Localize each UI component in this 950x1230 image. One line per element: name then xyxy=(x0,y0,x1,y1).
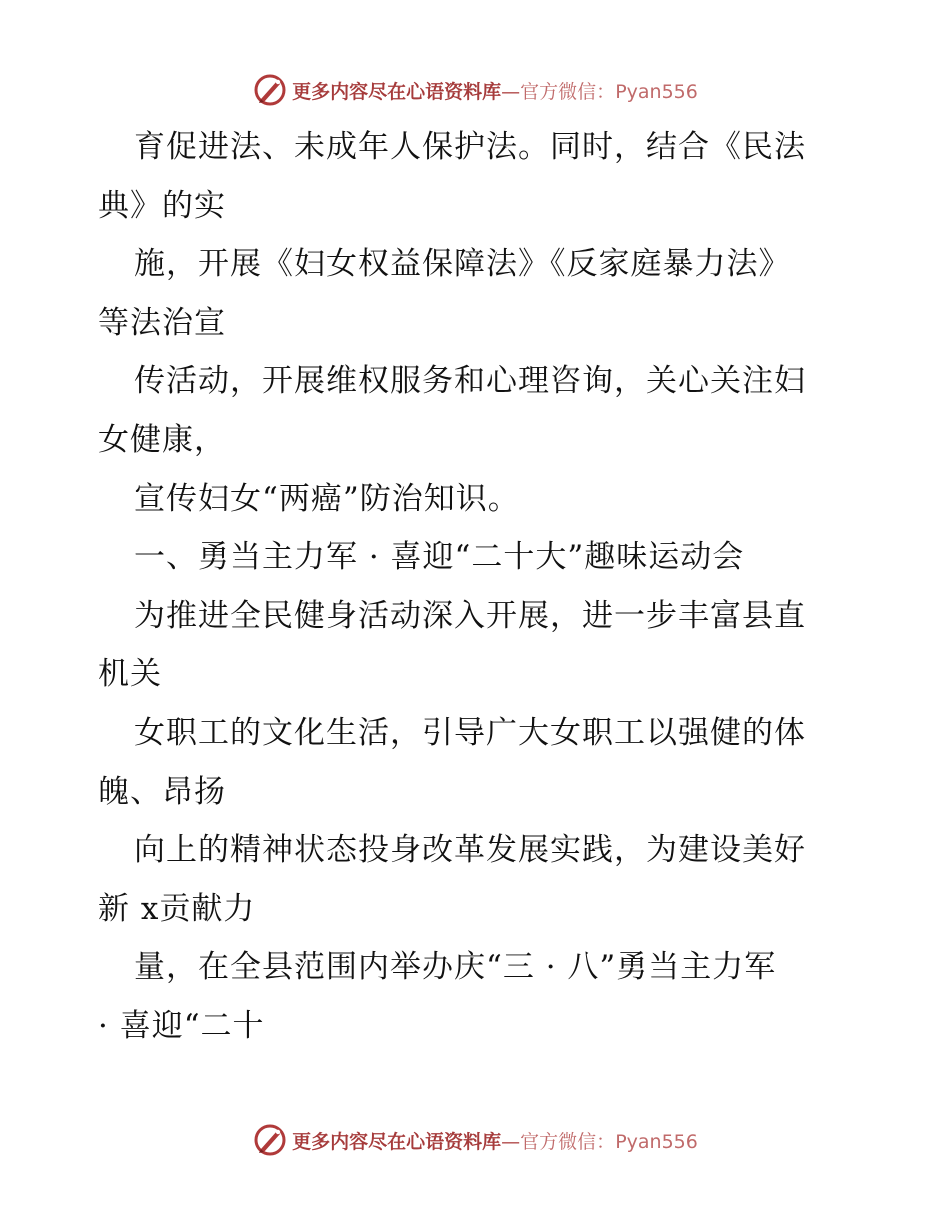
text-line: 典》的实 xyxy=(98,187,226,224)
watermark-text xyxy=(292,1127,698,1154)
text-line: 魄、昂扬 xyxy=(98,773,226,810)
text-line: 女健康， xyxy=(98,421,226,458)
text-line: 为推进全民健身活动深入开展，进一步丰富县直 xyxy=(134,597,806,634)
text-line: 向上的精神状态投身改革发展实践，为建设美好 xyxy=(134,832,806,869)
watermark-site-name: 更多内容尽在心语资料库 xyxy=(292,80,502,103)
text-line: 量，在全县范围内举办庆“三 · 八”勇当主力军 xyxy=(134,949,777,986)
header-watermark-banner xyxy=(0,70,950,110)
document-body xyxy=(98,118,858,1056)
pen-logo-icon xyxy=(252,1122,288,1158)
text-line: 传活动，开展维权服务和心理咨询，关心关注妇 xyxy=(134,363,806,400)
text-line: 宣传妇女“两癌”防治知识。 xyxy=(134,480,520,517)
text-line: · 喜迎“二十 xyxy=(98,1007,265,1044)
watermark-account: Pyan556 xyxy=(615,1130,698,1153)
watermark-text xyxy=(292,77,698,104)
text-line: 女职工的文化生活，引导广大女职工以强健的体 xyxy=(134,714,806,751)
text-line: 施，开展《妇女权益保障法》《反家庭暴力法》 xyxy=(134,246,791,283)
text-line: 等法治宣 xyxy=(98,304,226,341)
pen-logo-icon xyxy=(252,72,288,108)
text-line: 机关 xyxy=(98,656,162,693)
watermark-account: Pyan556 xyxy=(615,80,698,103)
text-line: 一、勇当主力军 · 喜迎“二十大”趣味运动会 xyxy=(134,539,745,576)
watermark-wechat-label: 官方微信： xyxy=(520,1130,616,1153)
footer-watermark-banner xyxy=(0,1120,950,1160)
watermark-dash: — xyxy=(501,80,521,103)
watermark-site-name: 更多内容尽在心语资料库 xyxy=(292,1130,502,1153)
text-line: 育促进法、未成年人保护法。同时，结合《民法 xyxy=(134,129,806,165)
text-line: 新 x贡献力 xyxy=(98,890,256,927)
watermark-wechat-label: 官方微信： xyxy=(520,80,616,103)
watermark-dash: — xyxy=(501,1130,521,1153)
